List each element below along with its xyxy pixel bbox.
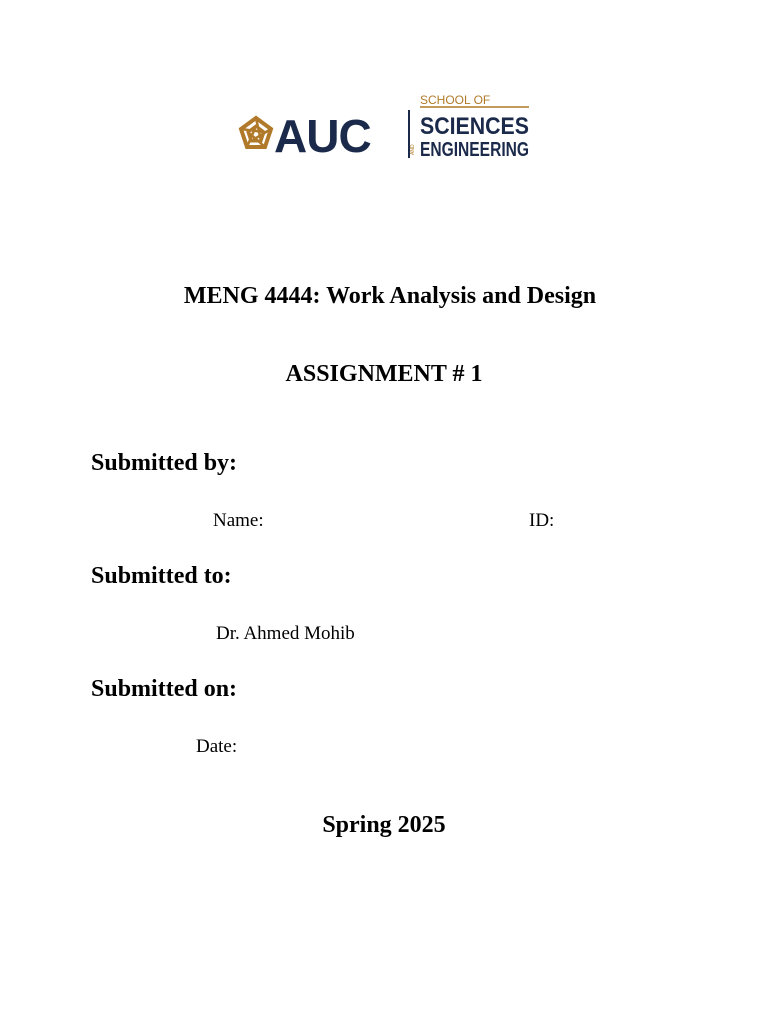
id-label: ID: [529, 510, 555, 531]
submitted-by-heading: Submitted by: [91, 450, 238, 476]
logo-sciences: SCIENCES [420, 113, 529, 140]
date-label: Date: [196, 736, 238, 757]
auc-logo [238, 92, 531, 160]
auc-emblem-icon [241, 118, 271, 147]
logo-engineering: ENGINEERING [420, 139, 529, 161]
auc-wordmark: AUC [274, 110, 371, 162]
auc-logo-graphic [238, 92, 531, 160]
assignment-title: ASSIGNMENT # 1 [285, 361, 483, 387]
logo-school-of: SCHOOL OF [420, 93, 491, 107]
logo-and: AND [410, 144, 416, 155]
submitted-to-heading: Submitted to: [91, 563, 232, 589]
course-title: MENG 4444: Work Analysis and Design [183, 283, 597, 309]
name-label: Name: [213, 510, 264, 531]
submitted-on-heading: Submitted on: [91, 676, 238, 702]
instructor-name: Dr. Ahmed Mohib [216, 623, 355, 644]
term-label: Spring 2025 [322, 812, 446, 838]
